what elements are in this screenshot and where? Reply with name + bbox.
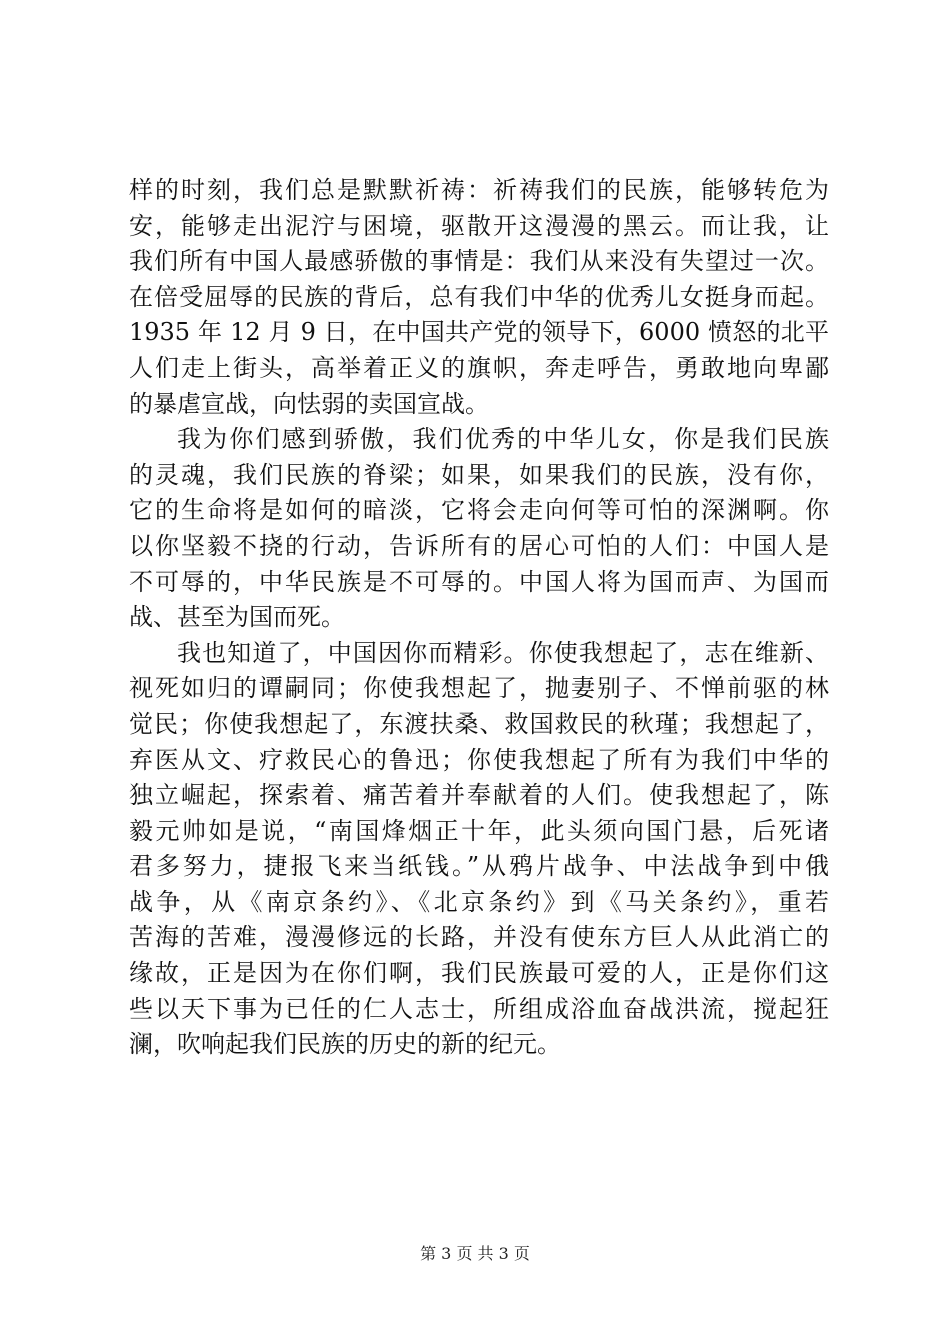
text-line: 澜，吹响起我们民族的历史的新的纪元。 [129,1030,561,1059]
text-line: 人们走上街头，高举着正义的旗帜，奔走呼告，勇敢地向卑鄙 [129,353,829,382]
text-line: 觉民；你使我想起了，东渡扶桑、救国救民的秋瑾；我想起了， [129,709,829,738]
text-line: 独立崛起，探索着、痛苦着并奉献着的人们。使我想起了，陈 [129,781,829,810]
text-line: 弃医从文、疗救民心的鲁迅；你使我想起了所有为我们中华的 [129,745,829,774]
page-footer [0,1243,950,1265]
paragraph-1 [129,173,829,422]
text-line: 君多努力，捷报飞来当纸钱。”从鸦片战争、中法战争到中俄 [129,852,829,881]
text-line: 些以天下事为已任的仁人志士，所组成浴血奋战洪流，搅起狂 [129,994,829,1023]
text-line: 缘故，正是因为在你们啊，我们民族最可爱的人，正是你们这 [129,959,829,988]
text-line: 视死如归的谭嗣同；你使我想起了，抛妻别子、不惮前驱的林 [129,674,829,703]
text-line: 1935 年 12 月 9 日，在中国共产党的领导下，6000 愤怒的北平 [129,318,829,347]
paragraph-2 [129,422,829,636]
text-line: 样的时刻，我们总是默默祈祷：祈祷我们的民族，能够转危为 [129,176,829,204]
text-line: 战、甚至为国而死。 [129,603,345,632]
text-line: 在倍受屈辱的民族的背后，总有我们中华的优秀儿女挺身而起。 [129,282,829,311]
text-line: 安，能够走出泥泞与困境，驱散开这漫漫的黑云。而让我，让 [129,211,829,240]
text-line: 苦海的苦难，漫漫修远的长路，并没有使东方巨人从此消亡的 [129,923,829,952]
text-line: 以你坚毅不挠的行动，告诉所有的居心可怕的人们：中国人是 [129,531,829,560]
text-line: 我们所有中国人最感骄傲的事情是：我们从来没有失望过一次。 [129,247,829,276]
text-line: 毅元帅如是说，“南国烽烟正十年，此头须向国门悬，后死诸 [129,816,829,845]
text-line: 我也知道了，中国因你而精彩。你使我想起了，志在维新、 [177,638,829,667]
text-line: 的灵魂，我们民族的脊梁；如果，如果我们的民族，没有你， [129,460,829,489]
text-line: 不可辱的，中华民族是不可辱的。中国人将为国而声、为国而 [129,567,829,596]
text-line: 的暴虐宣战，向怯弱的卖国宣战。 [129,389,489,418]
text-line: 我为你们感到骄傲，我们优秀的中华儿女，你是我们民族 [177,425,829,454]
text-line: 它的生命将是如何的暗淡，它将会走向何等可怕的深渊啊。你 [129,496,829,525]
body-text [129,173,829,1063]
text-line: 战争，从《南京条约》、《北京条约》到《马关条约》，重若 [129,887,829,916]
page-number-label: 第 3 页 共 3 页 [420,1244,530,1263]
paragraph-3 [129,636,829,1063]
